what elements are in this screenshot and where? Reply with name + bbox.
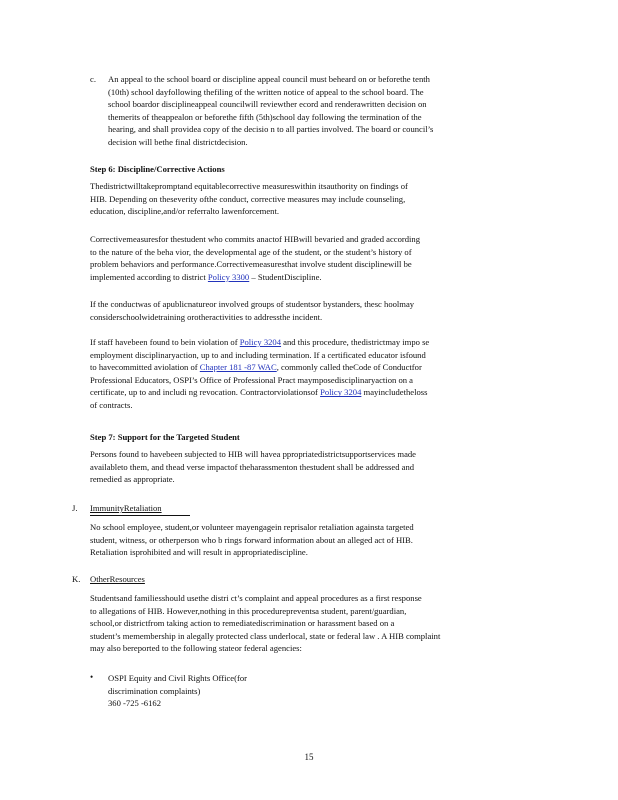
agency-name: OSPI Equity and Civil Rights Office(for [108,673,248,683]
text-span: If staff havebeen found to bein violation of [90,337,240,347]
item-c-letter: c. [90,74,96,84]
item-c-line: decision will bethe final districtdecision. [108,136,248,147]
paragraph-line [90,361,522,374]
paragraph-line: If the conductwas of apublicnatureor involved groups of studentsor bystanders, thesc hoolmay [90,299,415,309]
agency-phone: 360 -725 -6162 [108,698,161,709]
step-6-paragraph-4 [90,336,522,412]
paragraph-line: student, witness, or otherperson who b rings forward information about an alleged act of HIB. [90,534,413,545]
paragraph-line: problem behaviors and performance.Correctivemeasuresthat involve student disciplinewill be [90,259,412,270]
policy-ref-text: implemented according to district [90,271,208,282]
step-6-paragraph-3 [90,298,522,323]
step-7-paragraph [90,448,522,486]
policy-ref-text: – StudentDiscipline. [249,271,322,282]
paragraph-line: considerschoolwidetraining orotheractivities to addressthe incident. [90,311,323,322]
paragraph-line: HIB. Depending on theseverity ofthe conduct, corrective measures may include counseling, [90,193,406,204]
item-c-line: hearing, and shall providea copy of the decisio n to all parties involved. The board or council’s [108,124,434,135]
paragraph-line: student’s memembership in alegally protected class underlocal, state or federal law . A HIB complaint [90,630,441,641]
paragraph-line: employment disciplinaryaction, up to and including termination. If a certificated educator isfound [90,349,426,360]
paragraph-line: may also bereported to the following stateor federal agencies: [90,643,302,654]
item-c-line: An appeal to the school board or discipline appeal council must beheard on or beforethe tenth [108,74,430,84]
text-span: and this procedure, thedistrictmay impo se [281,337,430,347]
section-k-paragraph [90,592,538,655]
paragraph-line: of contracts. [90,399,133,410]
step-6-paragraph-1 [90,180,522,218]
agency-entry [108,672,358,710]
section-j-paragraph [90,521,522,559]
text-span: mayincludetheloss [361,387,428,398]
paragraph-line: Studentsand familiesshould usethe distri ct’s complaint and appeal procedures as a first response [90,593,422,603]
policy-3204-link[interactable]: Policy 3204 [239,337,282,347]
chapter-181-87-wac-link[interactable]: Chapter 181 -87 WAC [199,362,277,373]
paragraph-line [90,386,522,399]
item-c-line: school boardor disciplineappeal councilwill reviewther ecord and renderawritten decision on [108,99,427,110]
section-j-title: ImmunityRetaliation [90,503,162,513]
section-j-underline [90,515,190,516]
paragraph-line: Professional Educators, OSPI’s Office of Professional Pract maymposedisciplinaryaction on a [90,374,413,385]
paragraph-line: Thedistrictwilltakepromptand equitablecorrective measureswithin itsauthority on findings of [90,181,408,191]
page-number: 15 [304,752,314,762]
paragraph-line [90,336,522,349]
paragraph-line: Retaliation isprohibited and will result in appropriatediscipline. [90,547,308,558]
paragraph-line [90,271,522,284]
bullet-icon: • [90,672,94,682]
paragraph-line: remedied as appropriate. [90,474,175,485]
section-j-letter: J. [72,503,78,513]
item-c-text [108,73,540,149]
section-k-title: OtherResources [90,574,145,584]
step-7-heading: Step 7: Support for the Targeted Student [90,432,240,442]
text-span: to havecommitted aviolation of [90,362,200,373]
paragraph-line: No school employee, student,or volunteer mayengagein reprisalor retaliation againsta targeted [90,522,414,532]
paragraph-line: to allegations of HIB. However,nothing in this procedurepreventsa student, parent/guardian, [90,605,407,616]
text-span: certificate, up to and includi ng revocation. Contractorviolationsof [90,387,321,398]
agency-subtitle: discrimination complaints) [108,685,201,696]
policy-3300-link[interactable]: Policy 3300 [207,271,250,282]
paragraph-line: availableto them, and thead verse impactof theharassmenton thestudent shall be addressed and [90,461,415,472]
paragraph-line: school,or districtfrom taking action to remediatediscrimination or harassment based on a [90,618,395,629]
text-span: , commonly called theCode of Conductfor [276,362,422,373]
paragraph-line: Persons found to havebeen subjected to HIB will havea ppropriatedistrictsupportservices made [90,449,416,459]
item-c-line: (10th) school dayfollowing thefiling of the written notice of appeal to the school board. The [108,86,424,97]
paragraph-line: to the nature of the beha vior, the developmental age of the student, or the student’s history of [90,246,412,257]
paragraph-line: education, discipline,and/or referralto lawenforcement. [90,206,279,217]
step-6-paragraph-2 [90,233,522,283]
policy-3204-link[interactable]: Policy 3204 [320,387,362,398]
item-c-line: themerits of theappealon or beforethe fifth (5th)school day following the termination of the [108,111,422,122]
paragraph-line: Correctivemeasuresfor thestudent who commits anactof HIBwill bevaried and graded according [90,234,421,244]
section-k-letter: K. [72,574,81,584]
step-6-heading: Step 6: Discipline/Corrective Actions [90,164,225,174]
